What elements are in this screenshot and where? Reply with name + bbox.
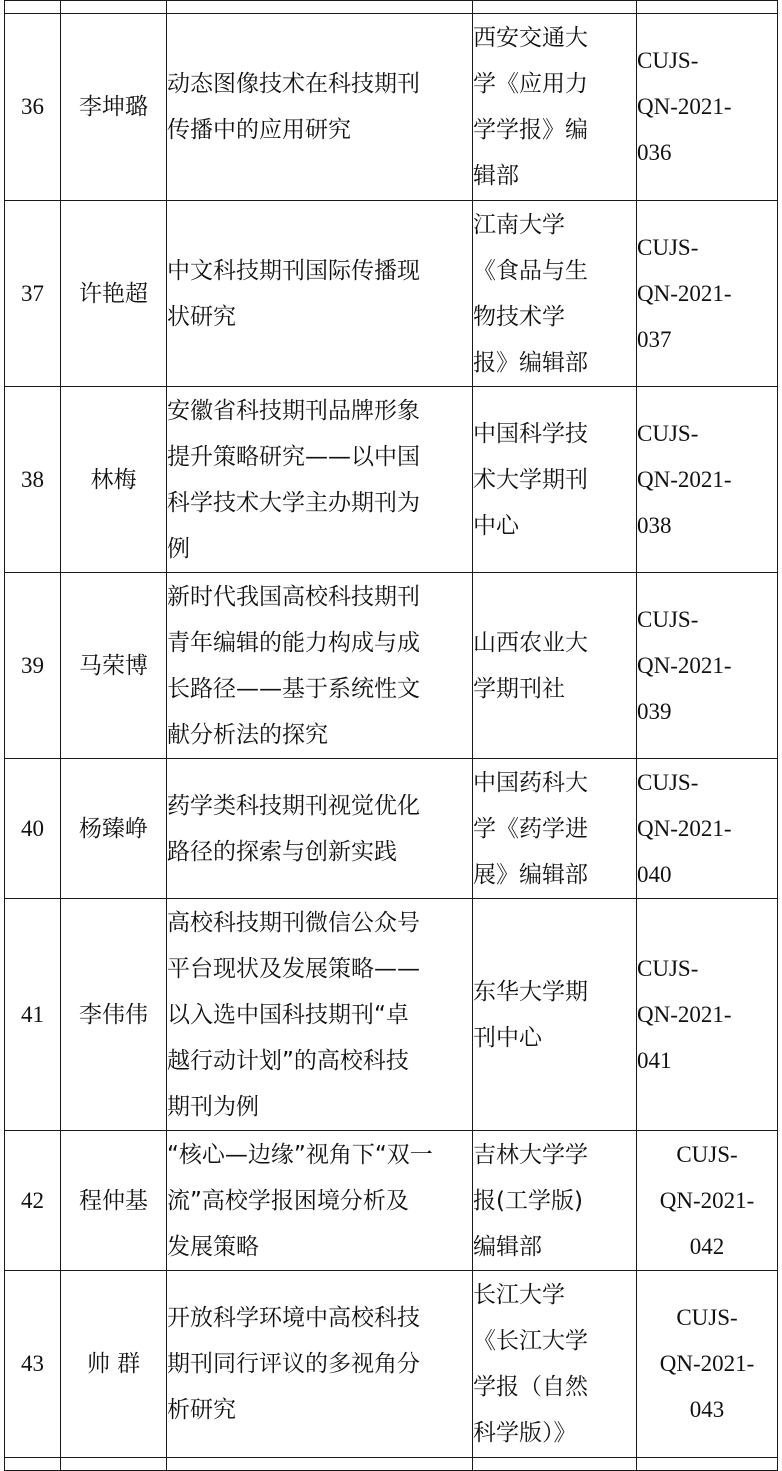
row-number: 36: [5, 14, 61, 201]
applicant-name: 许艳超: [61, 201, 167, 387]
affiliation: [473, 1131, 637, 1271]
row-number: 41: [5, 899, 61, 1131]
applicant-name: 林梅: [61, 387, 167, 573]
project-code-line: QN-2021-: [637, 94, 732, 119]
project-title-line: 药学类科技期刊视觉优化: [167, 792, 420, 819]
affiliation-line: 展》编辑部: [473, 861, 588, 888]
project-title-line: 动态图像技术在科技期刊: [167, 71, 420, 97]
affiliation: [473, 1271, 637, 1458]
project-title-line: 提升策略研究——以中国: [167, 443, 420, 470]
project-code-line: QN-2021-: [659, 1351, 755, 1376]
project-code: [637, 1271, 778, 1458]
affiliation-line: 学《应用力: [473, 71, 588, 97]
affiliation-line: 山西农业大: [473, 629, 588, 656]
row-number: 37: [5, 201, 61, 387]
affiliation: [473, 573, 637, 759]
project-title-line: 开放科学环境中高校科技: [167, 1305, 420, 1331]
project-code-line: CUJS-: [637, 955, 699, 981]
affiliation-line: 科学版）》: [473, 1420, 577, 1446]
table-row: [5, 1131, 778, 1271]
project-code-line: 037: [637, 326, 672, 352]
project-title-line: 中文科技期刊国际传播现: [167, 257, 420, 284]
affiliation-line: 辑部: [473, 163, 519, 189]
project-title-line: 高校科技期刊微信公众号: [167, 909, 420, 936]
table-row: [5, 1271, 778, 1458]
affiliation-line: 吉林大学学: [473, 1141, 588, 1168]
affiliation: [473, 899, 637, 1131]
project-title-line: 献分析法的探究: [167, 721, 328, 748]
applicant-name: 马荣博: [61, 573, 167, 759]
affiliation-line: 物技术学: [473, 303, 565, 330]
affiliation-line: 学报（自然: [473, 1374, 588, 1400]
affiliation-line: 刊中心: [473, 1024, 542, 1051]
project-title-line: 状研究: [167, 303, 236, 330]
project-title: [167, 14, 473, 201]
project-code: [637, 387, 778, 573]
project-title-line: 青年编辑的能力构成与成: [167, 629, 420, 656]
project-title-line: 析研究: [167, 1397, 236, 1423]
project-code-line: CUJS-: [676, 1305, 738, 1330]
affiliation-line: 报(工学版): [473, 1187, 583, 1214]
affiliation-line: 中心: [473, 512, 519, 539]
project-code-line: QN-2021-: [637, 1001, 732, 1027]
table-row: [5, 573, 778, 759]
applicant-name: 程仲基: [61, 1131, 167, 1271]
project-title: [167, 1271, 473, 1458]
affiliation: [473, 201, 637, 387]
project-code-line: CUJS-: [676, 1141, 738, 1167]
project-code: [637, 1131, 778, 1271]
project-title-line: 例: [167, 535, 190, 562]
project-code: [637, 759, 778, 899]
affiliation-line: 报》编辑部: [473, 349, 588, 376]
project-code-line: 039: [637, 698, 672, 724]
project-code-line: CUJS-: [637, 769, 699, 795]
affiliation-line: 中国药科大: [473, 769, 588, 796]
row-number: 43: [5, 1271, 61, 1458]
project-title: [167, 573, 473, 759]
project-title-line: 新时代我国高校科技期刊: [167, 583, 420, 610]
project-code: [637, 201, 778, 387]
table-row-top-stub: [5, 1, 778, 14]
affiliation-line: 长江大学: [473, 1282, 565, 1308]
project-title-line: 发展策略: [167, 1233, 259, 1260]
project-code-line: 040: [637, 861, 672, 887]
applicant-name: 李坤璐: [61, 14, 167, 201]
project-title: [167, 1131, 473, 1271]
table-row: [5, 759, 778, 899]
project-code: [637, 14, 778, 201]
table-row: [5, 899, 778, 1131]
affiliation-line: 学学报》编: [473, 117, 588, 143]
project-title-line: 期刊同行评议的多视角分: [167, 1351, 420, 1377]
affiliation-line: 编辑部: [473, 1233, 542, 1260]
project-code-line: CUJS-: [637, 606, 699, 632]
affiliation-line: 西安交通大: [473, 25, 588, 51]
table-row: [5, 14, 778, 201]
project-code-line: CUJS-: [637, 234, 699, 260]
row-number: 42: [5, 1131, 61, 1271]
affiliation-line: 江南大学: [473, 211, 565, 238]
table-body: [5, 1, 778, 1471]
applicant-name: 杨臻峥: [61, 759, 167, 899]
project-title-line: 以入选中国科技期刊“卓: [167, 1001, 409, 1028]
project-title: [167, 387, 473, 573]
applicant-name: 李伟伟: [61, 899, 167, 1131]
project-title-line: 越行动计划”的高校科技: [167, 1047, 409, 1074]
project-code-line: QN-2021-: [659, 1187, 755, 1213]
project-code-line: QN-2021-: [637, 280, 732, 306]
affiliation-line: 中国科学技: [473, 420, 588, 447]
project-title-line: 流”高校学报困境分析及: [167, 1187, 409, 1214]
project-code-line: 043: [689, 1397, 725, 1422]
project-title-line: 安徽省科技期刊品牌形象: [167, 397, 420, 424]
project-title-line: 平台现状及发展策略——: [167, 955, 420, 982]
project-code-line: 038: [637, 512, 672, 538]
table-row-bottom-stub: [5, 1458, 778, 1471]
project-title: [167, 201, 473, 387]
project-code-line: QN-2021-: [637, 815, 732, 841]
affiliation-line: 东华大学期: [473, 978, 588, 1005]
project-code-line: 036: [637, 140, 672, 165]
project-title-line: 科学技术大学主办期刊为: [167, 489, 420, 516]
affiliation-line: 《长江大学: [473, 1328, 588, 1354]
affiliation: [473, 14, 637, 201]
project-title: [167, 899, 473, 1131]
project-code: [637, 573, 778, 759]
table-row: [5, 201, 778, 387]
project-code-line: CUJS-: [637, 420, 699, 446]
affiliation: [473, 387, 637, 573]
affiliation-line: 《食品与生: [473, 257, 588, 284]
table-row: [5, 387, 778, 573]
registration-table: [4, 0, 778, 1471]
project-code-line: QN-2021-: [637, 652, 732, 678]
project-title-line: 长路径——基于系统性文: [167, 675, 420, 702]
project-title-line: 路径的探索与创新实践: [167, 838, 397, 865]
project-title-line: 传播中的应用研究: [167, 117, 351, 143]
project-code-line: 041: [637, 1047, 672, 1073]
project-code-line: QN-2021-: [637, 466, 732, 492]
project-title-line: 期刊为例: [167, 1093, 259, 1120]
project-title: [167, 759, 473, 899]
applicant-name: 帅 群: [61, 1271, 167, 1458]
affiliation-line: 学期刊社: [473, 675, 565, 702]
project-code: [637, 899, 778, 1131]
project-code-line: 042: [689, 1233, 725, 1259]
row-number: 40: [5, 759, 61, 899]
row-number: 38: [5, 387, 61, 573]
project-code-line: CUJS-: [637, 48, 699, 73]
row-number: 39: [5, 573, 61, 759]
affiliation-line: 术大学期刊: [473, 466, 588, 493]
affiliation-line: 学《药学进: [473, 815, 588, 842]
project-title-line: “核心—边缘”视角下“双一: [167, 1141, 433, 1168]
affiliation: [473, 759, 637, 899]
